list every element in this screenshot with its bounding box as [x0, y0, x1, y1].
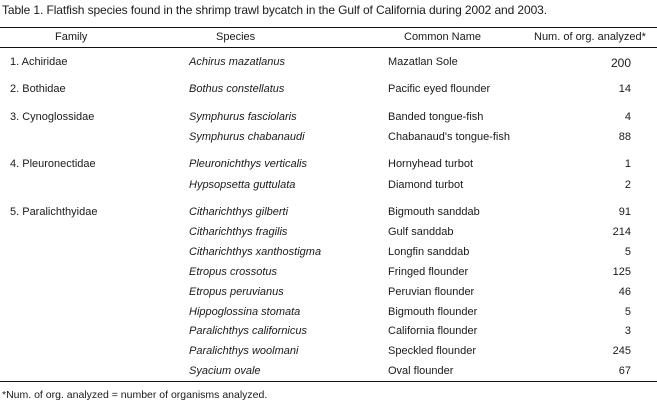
cell-common-name: Banded tongue-fish — [388, 111, 484, 123]
cell-num-analyzed: 4 — [624, 111, 631, 123]
cell-family: 1. Achiridae — [10, 56, 68, 68]
cell-species: Symphurus fasciolaris — [189, 111, 297, 123]
header-species: Species — [216, 31, 256, 43]
cell-species: Etropus peruvianus — [189, 286, 284, 298]
table-row — [0, 179, 657, 195]
cell-num-analyzed: 5 — [624, 306, 631, 318]
table-row — [0, 158, 657, 174]
cell-species: Paralichthys californicus — [189, 325, 307, 337]
cell-common-name: Fringed flounder — [388, 266, 469, 278]
cell-species: Symphurus chabanaudi — [189, 131, 305, 143]
cell-common-name: Oval flounder — [388, 365, 454, 377]
cell-num-analyzed: 14 — [618, 83, 631, 95]
table-row — [0, 286, 657, 302]
cell-num-analyzed: 46 — [618, 286, 631, 298]
cell-species: Citharichthys xanthostigma — [189, 246, 322, 258]
cell-species: Bothus constellatus — [189, 83, 285, 95]
cell-num-analyzed: 2 — [624, 179, 631, 191]
table-row — [0, 345, 657, 361]
cell-common-name: Speckled flounder — [388, 345, 477, 357]
cell-species: Pleuronichthys verticalis — [189, 158, 307, 170]
cell-common-name: California flounder — [388, 325, 478, 337]
table-row — [0, 246, 657, 262]
cell-num-analyzed: 200 — [610, 56, 631, 70]
header-common-name: Common Name — [404, 31, 482, 43]
cell-common-name: Bigmouth flounder — [388, 306, 478, 318]
cell-species: Achirus mazatlanus — [189, 56, 285, 68]
cell-species: Etropus crossotus — [189, 266, 278, 278]
cell-num-analyzed: 125 — [612, 266, 631, 278]
cell-species: Hippoglossina stomata — [189, 306, 301, 318]
cell-species: Citharichthys fragilis — [189, 226, 288, 238]
cell-common-name: Gulf sanddab — [388, 226, 454, 238]
table-row — [0, 56, 657, 72]
cell-family: 5. Paralichthyidae — [10, 206, 98, 218]
cell-common-name: Longfin sanddab — [388, 246, 470, 258]
cell-species: Paralichthys woolmani — [189, 345, 299, 357]
table-caption: Table 1. Flatfish species found in the shrimp trawl bycatch in the Gulf of California during 2002 and 2003. — [2, 3, 547, 17]
table-row — [0, 306, 657, 322]
cell-num-analyzed: 245 — [612, 345, 631, 357]
cell-family: 4. Pleuronectidae — [10, 158, 96, 170]
cell-species: Hypsopsetta guttulata — [189, 179, 296, 191]
cell-common-name: Bigmouth sanddab — [388, 206, 480, 218]
cell-num-analyzed: 3 — [624, 325, 631, 337]
cell-num-analyzed: 5 — [624, 246, 631, 258]
cell-num-analyzed: 88 — [618, 131, 631, 143]
table-footnote: *Num. of org. analyzed = number of organisms analyzed. — [2, 389, 268, 401]
header-family: Family — [55, 31, 88, 43]
cell-num-analyzed: 67 — [618, 365, 631, 377]
table-row — [0, 365, 657, 381]
cell-num-analyzed: 91 — [618, 206, 631, 218]
table-row — [0, 111, 657, 127]
header-rule — [0, 47, 657, 48]
cell-family: 3. Cynoglossidae — [10, 111, 95, 123]
cell-family: 2. Bothidae — [10, 83, 66, 95]
cell-common-name: Hornyhead turbot — [388, 158, 473, 170]
cell-common-name: Chabanaud's tongue-fish — [388, 131, 510, 143]
header-num-analyzed: Num. of org. analyzed* — [534, 31, 646, 43]
cell-common-name: Mazatlan Sole — [388, 56, 458, 68]
table-row — [0, 325, 657, 341]
cell-common-name: Pacific eyed flounder — [388, 83, 491, 95]
cell-common-name: Diamond turbot — [388, 179, 464, 191]
cell-num-analyzed: 1 — [624, 158, 631, 170]
table-row — [0, 226, 657, 242]
cell-num-analyzed: 214 — [612, 226, 631, 238]
table-row — [0, 206, 657, 222]
cell-species: Syacium ovale — [189, 365, 261, 377]
cell-species: Citharichthys gilberti — [189, 206, 289, 218]
table-row — [0, 266, 657, 282]
table-row — [0, 83, 657, 99]
top-rule — [0, 27, 657, 28]
cell-common-name: Peruvian flounder — [388, 286, 475, 298]
bottom-rule — [0, 381, 657, 382]
table-row — [0, 131, 657, 147]
